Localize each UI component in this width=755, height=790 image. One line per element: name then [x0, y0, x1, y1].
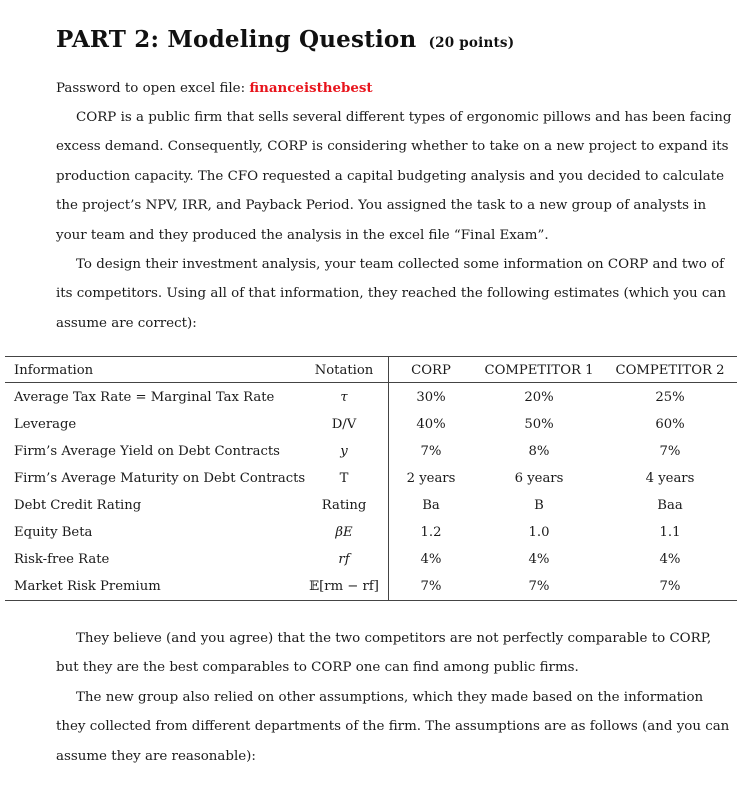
row-competitor-1: 4% [528, 552, 550, 567]
row-competitor-2: 1.1 [659, 525, 681, 540]
row-notation: Rating [321, 498, 367, 513]
row-label: Firm’s Average Yield on Debt Contracts [14, 444, 280, 459]
row-notation: βE [335, 525, 353, 540]
row-competitor-1: 8% [528, 444, 550, 459]
row-competitor-1: 6 years [514, 471, 564, 486]
row-label: Equity Beta [14, 525, 93, 540]
row-competitor-2: 25% [655, 390, 685, 405]
row-label: Firm’s Average Maturity on Debt Contracts [14, 471, 306, 486]
row-label: Market Risk Premium [14, 579, 161, 594]
comparables-line: They believe (and you agree) that the two competitors are not perfectly comparable to CORP, [76, 631, 712, 646]
row-corp: 30% [416, 390, 446, 405]
section-heading [56, 26, 514, 53]
row-competitor-1: 7% [528, 579, 550, 594]
row-corp: 7% [420, 444, 442, 459]
heading-points: (20 points) [428, 35, 515, 51]
intro-paragraph [56, 103, 732, 250]
row-corp: 4% [420, 552, 442, 567]
row-label: Debt Credit Rating [14, 498, 142, 513]
intro-line: excess demand. Consequently, CORP is considering whether to take on a new project to expand its [56, 139, 729, 155]
header-competitor-2: COMPETITOR 2 [615, 363, 725, 378]
comparables-paragraph [56, 624, 712, 683]
design-line: its competitors. Using all of that information, they reached the following estimates (which you can [56, 286, 727, 302]
assumptions-line: assume they are reasonable): [56, 748, 256, 764]
row-notation: y [340, 444, 348, 459]
design-line: assume are correct): [56, 315, 197, 331]
heading-title: PART 2: Modeling Question [56, 26, 417, 53]
intro-line: production capacity. The CFO requested a capital budgeting analysis and you decided to calculate [56, 168, 725, 184]
row-label: Average Tax Rate = Marginal Tax Rate [14, 390, 275, 405]
comparables-line: but they are the best comparables to CORP one can find among public firms. [56, 660, 579, 676]
row-corp: 2 years [406, 471, 456, 486]
design-line: To design their investment analysis, your team collected some information on CORP and two of [76, 257, 725, 272]
row-competitor-2: 7% [659, 579, 681, 594]
row-notation: 𝔼[rm − rf] [309, 579, 379, 594]
row-competitor-2: 7% [659, 444, 681, 459]
assumptions-line: they collected from different departments of the firm. The assumptions are as follows (and you can [56, 719, 730, 735]
row-competitor-1: 50% [524, 417, 554, 432]
table-bottom-rule [5, 600, 737, 601]
row-corp: 1.2 [420, 525, 442, 540]
row-competitor-2: 4 years [645, 471, 695, 486]
password-line [56, 78, 373, 99]
row-competitor-1: 20% [524, 390, 554, 405]
row-corp: 7% [420, 579, 442, 594]
password-value: financeisthebest [249, 80, 373, 96]
row-label: Risk-free Rate [14, 552, 110, 567]
row-notation: rf [338, 552, 350, 567]
header-corp: CORP [411, 363, 451, 378]
assumptions-paragraph [56, 683, 730, 771]
row-competitor-1: B [534, 498, 544, 513]
row-notation: D/V [331, 417, 357, 432]
row-competitor-2: Baa [657, 498, 683, 513]
header-competitor-1: COMPETITOR 1 [484, 363, 594, 378]
row-corp: 40% [416, 417, 446, 432]
row-competitor-2: 60% [655, 417, 685, 432]
row-competitor-1: 1.0 [528, 525, 550, 540]
row-label: Leverage [14, 417, 77, 432]
table-header-rule [5, 382, 737, 383]
intro-line: CORP is a public firm that sells several different types of ergonomic pillows and has been facing [76, 110, 732, 125]
row-notation: τ [340, 390, 348, 405]
header-information: Information [14, 363, 94, 378]
row-notation: T [339, 471, 349, 486]
assumptions-line: The new group also relied on other assumptions, which they made based on the information [76, 690, 704, 705]
row-competitor-2: 4% [659, 552, 681, 567]
estimates-table [5, 356, 737, 602]
design-paragraph [56, 250, 727, 338]
table-top-rule [5, 356, 737, 357]
row-corp: Ba [422, 498, 440, 513]
intro-line: your team and they produced the analysis in the excel file “Final Exam”. [56, 227, 549, 243]
password-label: Password to open excel file: [56, 81, 246, 96]
header-notation: Notation [314, 363, 374, 378]
intro-line: the project’s NPV, IRR, and Payback Period. You assigned the task to a new group of analysts in [56, 198, 707, 214]
